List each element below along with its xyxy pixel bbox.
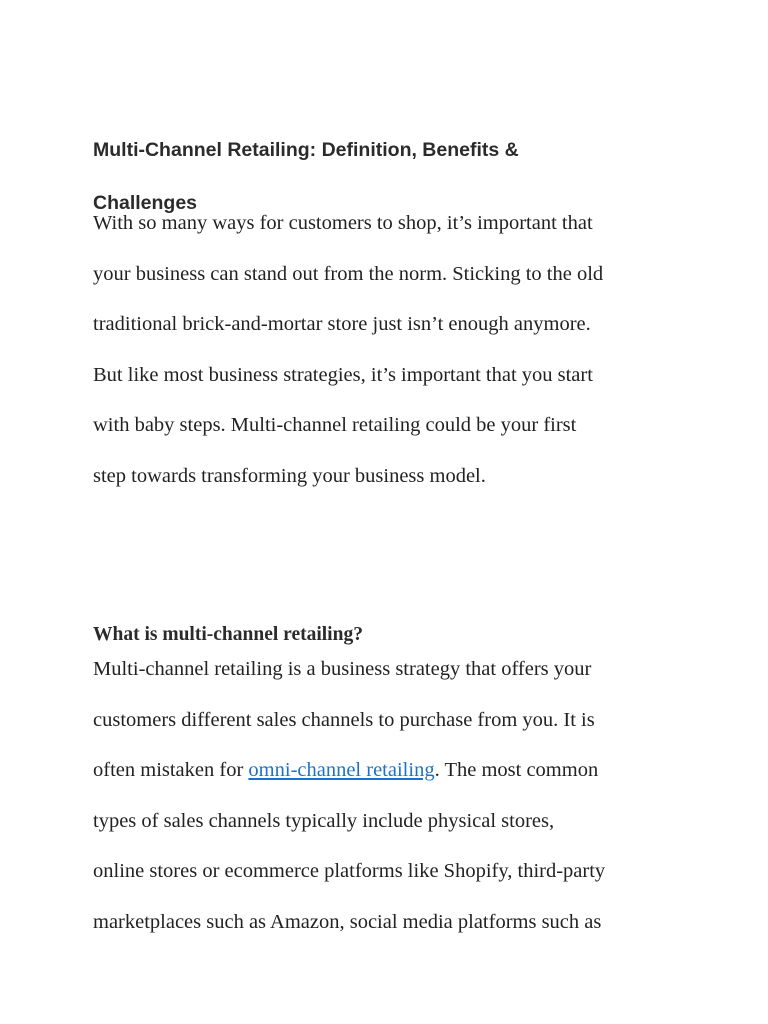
- section-line: types of sales channels typically include physical stores,: [93, 809, 555, 832]
- intro-line: But like most business strategies, it’s important that you start: [93, 363, 593, 386]
- section-text: . The most common: [434, 759, 599, 781]
- intro-paragraph: [93, 198, 603, 501]
- section-line: marketplaces such as Amazon, social media platforms such as: [93, 910, 602, 933]
- intro-line: your business can stand out from the norm. Sticking to the old: [93, 262, 604, 285]
- omni-channel-retailing-link[interactable]: omni-channel retailing: [248, 759, 435, 781]
- section-line: customers different sales channels to purchase from you. It is: [93, 708, 595, 731]
- section-heading: What is multi-channel retailing?: [93, 624, 363, 645]
- section-text: often mistaken for: [93, 759, 249, 781]
- section-line-with-link: [93, 745, 605, 796]
- section-line: Multi-channel retailing is a business strategy that offers your: [93, 658, 592, 680]
- section-line: online stores or ecommerce platforms like Shopify, third-party: [93, 860, 606, 882]
- intro-line: With so many ways for customers to shop, it’s important that: [93, 212, 593, 234]
- intro-line: step towards transforming your business model.: [93, 464, 486, 487]
- title-line-2: Challenges: [93, 192, 198, 214]
- intro-line: traditional brick-and-mortar store just isn’t enough anymore.: [93, 313, 591, 335]
- section-paragraph: [93, 644, 605, 947]
- title-line-1: Multi-Channel Retailing: Definition, Benefits &: [93, 139, 519, 161]
- intro-line: with baby steps. Multi-channel retailing could be your first: [93, 414, 577, 436]
